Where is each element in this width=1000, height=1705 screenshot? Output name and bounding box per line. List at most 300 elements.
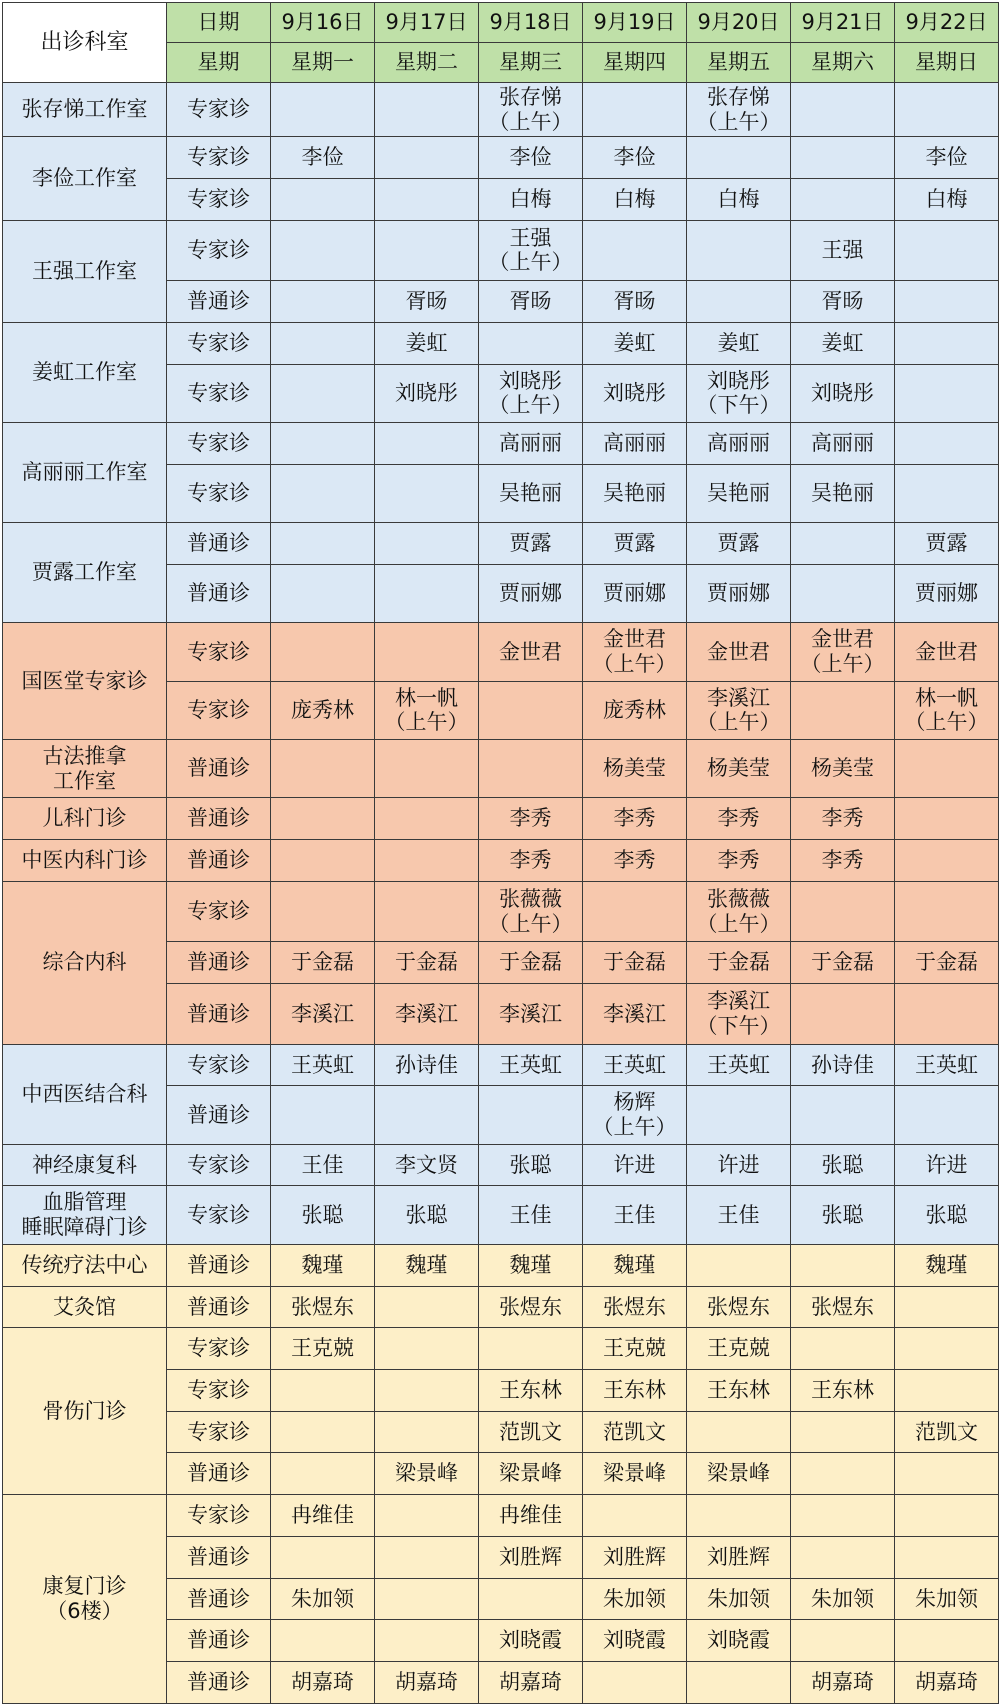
doctor-cell: 白梅 — [895, 178, 999, 220]
department-name — [3, 1044, 167, 1144]
cell-text-line: 高丽丽工作室 — [21, 460, 148, 485]
doctor-cell: 范凯文 — [583, 1411, 687, 1453]
doctor-cell — [375, 1286, 479, 1328]
schedule-row — [3, 83, 999, 137]
doctor-cell: 王佳 — [271, 1144, 375, 1186]
doctor-cell: 李秀 — [687, 840, 791, 882]
doctor-cell: 张聪 — [271, 1186, 375, 1244]
doctor-cell — [895, 1286, 999, 1328]
doctor-cell — [895, 322, 999, 364]
cell-text-line: 张存悌工作室 — [21, 97, 148, 122]
doctor-cell: 王克兢 — [687, 1328, 791, 1370]
weekday-label: 星期 — [167, 43, 271, 83]
clinic-type: 普通诊 — [167, 942, 271, 984]
doctor-cell: 梁景峰 — [583, 1453, 687, 1495]
cell-text-line: （上午） — [696, 710, 781, 735]
clinic-type: 普通诊 — [167, 1662, 271, 1704]
doctor-cell — [271, 523, 375, 565]
date-header: 9月17日 — [375, 3, 479, 43]
cell-text-line: （上午） — [592, 651, 677, 676]
doctor-cell: 庞秀林 — [583, 681, 687, 739]
cell-text-line: （上午） — [696, 109, 781, 134]
doctor-cell — [687, 137, 791, 179]
header-dates-row — [3, 3, 999, 43]
doctor-cell: 于金磊 — [479, 942, 583, 984]
cell-text-line: （6楼） — [46, 1599, 123, 1623]
doctor-cell: 胡嘉琦 — [791, 1662, 895, 1704]
doctor-cell: 刘胜辉 — [687, 1536, 791, 1578]
cell-text-line: 贾露工作室 — [32, 560, 137, 585]
clinic-type: 专家诊 — [167, 1328, 271, 1370]
doctor-cell — [687, 220, 791, 281]
weekday-header: 星期二 — [375, 43, 479, 83]
doctor-cell: 贾丽娜 — [895, 564, 999, 622]
department-name — [3, 322, 167, 422]
cell-text-line: （下午） — [696, 1013, 781, 1038]
doctor-cell — [375, 1536, 479, 1578]
department-name — [3, 840, 167, 882]
doctor-cell — [687, 881, 791, 942]
cell-text-line: 骨伤门诊 — [42, 1398, 127, 1423]
doctor-cell: 杨美莹 — [687, 740, 791, 798]
department-name — [3, 1244, 167, 1286]
doctor-cell — [479, 1086, 583, 1144]
doctor-cell: 刘晓霞 — [583, 1620, 687, 1662]
doctor-cell: 李俭 — [895, 137, 999, 179]
cell-text-line: 张存悌 — [707, 84, 770, 109]
date-header: 9月20日 — [687, 3, 791, 43]
doctor-cell — [271, 423, 375, 465]
doctor-cell — [583, 1086, 687, 1144]
department-name — [3, 1144, 167, 1186]
doctor-cell: 朱加领 — [583, 1578, 687, 1620]
doctor-cell: 王克兢 — [271, 1328, 375, 1370]
doctor-cell: 张聪 — [479, 1144, 583, 1186]
clinic-type: 普通诊 — [167, 564, 271, 622]
cell-text-line: （上午） — [904, 710, 989, 735]
doctor-cell — [271, 1620, 375, 1662]
doctor-cell: 王英虹 — [479, 1044, 583, 1086]
doctor-cell — [375, 423, 479, 465]
doctor-cell — [687, 1086, 791, 1144]
weekday-header: 星期四 — [583, 43, 687, 83]
doctor-cell: 李溪江 — [583, 984, 687, 1045]
weekday-header: 星期六 — [791, 43, 895, 83]
doctor-cell — [791, 564, 895, 622]
doctor-cell: 刘胜辉 — [583, 1536, 687, 1578]
cell-text-line: （上午） — [800, 651, 885, 676]
doctor-cell — [375, 564, 479, 622]
doctor-cell — [583, 623, 687, 681]
schedule-row — [3, 740, 999, 798]
doctor-cell: 姜虹 — [791, 322, 895, 364]
doctor-cell — [375, 798, 479, 840]
doctor-cell: 高丽丽 — [687, 423, 791, 465]
doctor-cell — [271, 881, 375, 942]
doctor-cell — [687, 681, 791, 739]
doctor-cell — [687, 1662, 791, 1704]
doctor-cell — [583, 881, 687, 942]
doctor-cell — [375, 740, 479, 798]
doctor-cell — [895, 1086, 999, 1144]
doctor-cell: 王英虹 — [687, 1044, 791, 1086]
cell-text-line: 金世君 — [811, 627, 874, 652]
cell-text-line: 李溪江 — [707, 989, 770, 1014]
doctor-cell: 姜虹 — [687, 322, 791, 364]
cell-text-line: 张薇薇 — [499, 886, 562, 911]
doctor-cell: 姜虹 — [375, 322, 479, 364]
clinic-type: 专家诊 — [167, 83, 271, 137]
doctor-cell: 胥旸 — [479, 281, 583, 323]
department-name — [3, 881, 167, 1044]
doctor-cell: 李俭 — [479, 137, 583, 179]
doctor-cell — [791, 1495, 895, 1537]
cell-text-line: （上午） — [488, 393, 573, 418]
doctor-cell: 于金磊 — [375, 942, 479, 984]
doctor-cell — [791, 1328, 895, 1370]
cell-text-line: 金世君 — [603, 627, 666, 652]
weekday-header: 星期一 — [271, 43, 375, 83]
cell-text-line: （下午） — [696, 393, 781, 418]
doctor-cell: 王英虹 — [271, 1044, 375, 1086]
doctor-cell — [375, 881, 479, 942]
doctor-cell: 孙诗佳 — [791, 1044, 895, 1086]
doctor-cell — [375, 840, 479, 882]
doctor-cell — [687, 83, 791, 137]
doctor-cell: 魏瑾 — [479, 1244, 583, 1286]
doctor-cell: 白梅 — [583, 178, 687, 220]
clinic-type: 专家诊 — [167, 137, 271, 179]
cell-text-line: 儿科门诊 — [42, 806, 127, 831]
doctor-cell — [895, 798, 999, 840]
doctor-cell — [375, 623, 479, 681]
doctor-cell: 贾露 — [687, 523, 791, 565]
doctor-cell: 梁景峰 — [479, 1453, 583, 1495]
doctor-cell: 张煜东 — [479, 1286, 583, 1328]
doctor-cell — [687, 1411, 791, 1453]
doctor-cell: 李秀 — [583, 798, 687, 840]
doctor-cell: 贾丽娜 — [687, 564, 791, 622]
doctor-cell: 魏瑾 — [271, 1244, 375, 1286]
cell-text-line: 姜虹工作室 — [32, 360, 137, 385]
doctor-cell: 高丽丽 — [479, 423, 583, 465]
doctor-cell: 李秀 — [583, 840, 687, 882]
doctor-cell — [791, 523, 895, 565]
doctor-cell — [479, 83, 583, 137]
doctor-cell — [375, 137, 479, 179]
doctor-cell — [583, 83, 687, 137]
doctor-cell: 金世君 — [687, 623, 791, 681]
clinic-type: 普通诊 — [167, 1086, 271, 1144]
doctor-cell — [479, 881, 583, 942]
doctor-cell — [791, 881, 895, 942]
corner-label: 出诊科室 — [3, 3, 167, 83]
doctor-cell — [271, 364, 375, 422]
doctor-cell — [895, 881, 999, 942]
doctor-cell: 李文贤 — [375, 1144, 479, 1186]
doctor-cell — [895, 1495, 999, 1537]
doctor-cell — [375, 178, 479, 220]
doctor-cell: 胡嘉琦 — [271, 1662, 375, 1704]
doctor-cell — [271, 178, 375, 220]
cell-text-line: 刘晓彤 — [707, 368, 770, 393]
cell-text-line: 古法推拿 — [42, 744, 127, 769]
doctor-cell — [895, 1536, 999, 1578]
weekday-header: 星期日 — [895, 43, 999, 83]
cell-text-line: 杨辉 — [613, 1090, 656, 1115]
doctor-cell: 孙诗佳 — [375, 1044, 479, 1086]
doctor-cell — [375, 1370, 479, 1412]
doctor-cell: 白梅 — [479, 178, 583, 220]
doctor-cell — [687, 1495, 791, 1537]
doctor-cell — [791, 681, 895, 739]
cell-text-line: 神经康复科 — [32, 1152, 137, 1177]
cell-text-line: 张存悌 — [499, 84, 562, 109]
doctor-cell — [375, 1620, 479, 1662]
cell-text-line: 国医堂专家诊 — [21, 668, 148, 693]
schedule-row — [3, 1244, 999, 1286]
doctor-cell: 王强 — [791, 220, 895, 281]
doctor-cell: 范凯文 — [895, 1411, 999, 1453]
doctor-cell — [271, 1411, 375, 1453]
doctor-cell: 朱加领 — [271, 1578, 375, 1620]
doctor-cell: 金世君 — [479, 623, 583, 681]
cell-text-line: 康复门诊 — [42, 1574, 127, 1599]
doctor-cell — [375, 1495, 479, 1537]
doctor-cell: 吴艳丽 — [479, 464, 583, 522]
clinic-type: 专家诊 — [167, 1411, 271, 1453]
doctor-cell — [791, 984, 895, 1045]
doctor-cell: 李秀 — [791, 798, 895, 840]
doctor-cell: 许进 — [583, 1144, 687, 1186]
doctor-cell — [271, 1086, 375, 1144]
department-name — [3, 423, 167, 523]
schedule-row — [3, 840, 999, 882]
cell-text-line: 王强 — [509, 225, 552, 250]
doctor-cell: 于金磊 — [895, 942, 999, 984]
schedule-row — [3, 423, 999, 465]
doctor-cell: 胥旸 — [375, 281, 479, 323]
department-name — [3, 1186, 167, 1244]
cell-text-line: （上午） — [384, 710, 469, 735]
doctor-cell — [375, 681, 479, 739]
doctor-cell: 朱加领 — [687, 1578, 791, 1620]
doctor-cell — [271, 1370, 375, 1412]
doctor-cell — [271, 281, 375, 323]
clinic-type: 普通诊 — [167, 840, 271, 882]
doctor-cell — [687, 1244, 791, 1286]
schedule-row — [3, 1186, 999, 1244]
weekday-header: 星期三 — [479, 43, 583, 83]
doctor-cell: 胥旸 — [791, 281, 895, 323]
doctor-cell: 李溪江 — [479, 984, 583, 1045]
doctor-cell: 李秀 — [479, 840, 583, 882]
clinic-type: 专家诊 — [167, 1044, 271, 1086]
doctor-cell — [895, 1370, 999, 1412]
doctor-cell: 刘晓彤 — [791, 364, 895, 422]
doctor-cell: 白梅 — [687, 178, 791, 220]
doctor-cell — [375, 220, 479, 281]
doctor-cell: 高丽丽 — [583, 423, 687, 465]
clinic-type: 普通诊 — [167, 281, 271, 323]
schedule-row — [3, 1286, 999, 1328]
doctor-cell: 李秀 — [791, 840, 895, 882]
doctor-cell — [895, 83, 999, 137]
doctor-cell: 李秀 — [687, 798, 791, 840]
doctor-cell: 冉维佳 — [271, 1495, 375, 1537]
doctor-cell — [791, 137, 895, 179]
schedule-row — [3, 798, 999, 840]
doctor-cell — [271, 83, 375, 137]
doctor-cell: 李俭 — [583, 137, 687, 179]
doctor-cell: 冉维佳 — [479, 1495, 583, 1537]
cell-text-line: 综合内科 — [42, 950, 127, 975]
schedule-row — [3, 322, 999, 364]
doctor-cell: 王佳 — [583, 1186, 687, 1244]
schedule-row — [3, 137, 999, 179]
schedule-row — [3, 1328, 999, 1370]
doctor-cell: 王克兢 — [583, 1328, 687, 1370]
schedule-row — [3, 623, 999, 681]
doctor-cell — [791, 1411, 895, 1453]
doctor-cell: 梁景峰 — [687, 1453, 791, 1495]
doctor-cell: 胡嘉琦 — [479, 1662, 583, 1704]
doctor-cell — [479, 681, 583, 739]
clinic-type: 普通诊 — [167, 1453, 271, 1495]
doctor-cell: 王东林 — [791, 1370, 895, 1412]
clinic-type: 普通诊 — [167, 1244, 271, 1286]
doctor-cell: 胥旸 — [583, 281, 687, 323]
cell-text-line: 林一帆 — [395, 685, 458, 710]
doctor-cell — [895, 464, 999, 522]
doctor-cell: 王英虹 — [895, 1044, 999, 1086]
doctor-cell — [791, 1453, 895, 1495]
cell-text-line: （上午） — [696, 911, 781, 936]
doctor-cell — [271, 798, 375, 840]
cell-text-line: 林一帆 — [915, 685, 978, 710]
clinic-type: 专家诊 — [167, 1144, 271, 1186]
doctor-cell — [895, 681, 999, 739]
doctor-cell: 姜虹 — [583, 322, 687, 364]
doctor-cell: 刘晓霞 — [687, 1620, 791, 1662]
department-name — [3, 740, 167, 798]
weekday-header: 星期五 — [687, 43, 791, 83]
doctor-cell: 庞秀林 — [271, 681, 375, 739]
doctor-cell: 于金磊 — [791, 942, 895, 984]
cell-text-line: 张薇薇 — [707, 886, 770, 911]
doctor-cell: 杨美莹 — [791, 740, 895, 798]
cell-text-line: 中西医结合科 — [21, 1081, 148, 1106]
doctor-cell: 刘晓彤 — [583, 364, 687, 422]
doctor-cell — [895, 281, 999, 323]
schedule-header — [3, 3, 999, 83]
doctor-cell — [895, 840, 999, 882]
schedule-row — [3, 881, 999, 942]
doctor-cell: 李溪江 — [271, 984, 375, 1045]
date-header: 9月19日 — [583, 3, 687, 43]
clinic-type: 专家诊 — [167, 1495, 271, 1537]
doctor-cell — [895, 220, 999, 281]
doctor-cell — [687, 364, 791, 422]
doctor-cell: 李秀 — [479, 798, 583, 840]
doctor-cell: 王英虹 — [583, 1044, 687, 1086]
doctor-cell: 张聪 — [791, 1186, 895, 1244]
doctor-cell — [375, 523, 479, 565]
schedule-row — [3, 220, 999, 281]
cell-text-line: 李溪江 — [707, 685, 770, 710]
clinic-type: 专家诊 — [167, 423, 271, 465]
doctor-cell — [791, 1086, 895, 1144]
doctor-cell: 吴艳丽 — [687, 464, 791, 522]
clinic-type: 专家诊 — [167, 220, 271, 281]
department-name — [3, 523, 167, 623]
doctor-cell: 刘晓霞 — [479, 1620, 583, 1662]
date-header: 9月18日 — [479, 3, 583, 43]
clinic-type: 专家诊 — [167, 178, 271, 220]
doctor-cell — [895, 740, 999, 798]
doctor-cell — [895, 1328, 999, 1370]
doctor-cell: 魏瑾 — [583, 1244, 687, 1286]
cell-text-line: 王强工作室 — [32, 258, 137, 283]
doctor-cell — [895, 1453, 999, 1495]
clinic-type: 专家诊 — [167, 681, 271, 739]
doctor-cell: 胡嘉琦 — [375, 1662, 479, 1704]
doctor-cell — [375, 1578, 479, 1620]
clinic-type: 普通诊 — [167, 523, 271, 565]
doctor-cell — [271, 564, 375, 622]
doctor-cell: 王东林 — [583, 1370, 687, 1412]
clinic-type: 普通诊 — [167, 798, 271, 840]
doctor-cell: 刘胜辉 — [479, 1536, 583, 1578]
doctor-cell: 朱加领 — [895, 1578, 999, 1620]
doctor-cell — [791, 1620, 895, 1662]
doctor-cell — [791, 1536, 895, 1578]
doctor-cell — [479, 220, 583, 281]
doctor-cell — [895, 1620, 999, 1662]
doctor-cell — [895, 423, 999, 465]
doctor-cell — [791, 623, 895, 681]
schedule-body — [3, 83, 999, 1704]
doctor-cell: 朱加领 — [791, 1578, 895, 1620]
doctor-cell: 张聪 — [375, 1186, 479, 1244]
doctor-cell: 王东林 — [479, 1370, 583, 1412]
doctor-cell — [271, 740, 375, 798]
doctor-cell — [479, 322, 583, 364]
doctor-cell — [791, 1244, 895, 1286]
department-name — [3, 798, 167, 840]
cell-text-line: （上午） — [592, 1115, 677, 1140]
cell-text-line: 中医内科门诊 — [21, 848, 148, 873]
doctor-cell: 贾丽娜 — [583, 564, 687, 622]
doctor-cell — [375, 1411, 479, 1453]
doctor-cell — [271, 1536, 375, 1578]
cell-text-line: 艾灸馆 — [53, 1294, 116, 1319]
doctor-cell — [271, 840, 375, 882]
doctor-cell — [479, 1328, 583, 1370]
doctor-cell: 梁景峰 — [375, 1453, 479, 1495]
cell-text-line: （上午） — [488, 911, 573, 936]
cell-text-line: 传统疗法中心 — [21, 1252, 148, 1277]
department-name — [3, 220, 167, 322]
doctor-cell: 张聪 — [791, 1144, 895, 1186]
date-label: 日期 — [167, 3, 271, 43]
doctor-cell: 张聪 — [895, 1186, 999, 1244]
doctor-cell — [375, 464, 479, 522]
doctor-cell — [479, 1578, 583, 1620]
doctor-cell — [271, 220, 375, 281]
doctor-cell: 于金磊 — [271, 942, 375, 984]
doctor-cell: 许进 — [895, 1144, 999, 1186]
